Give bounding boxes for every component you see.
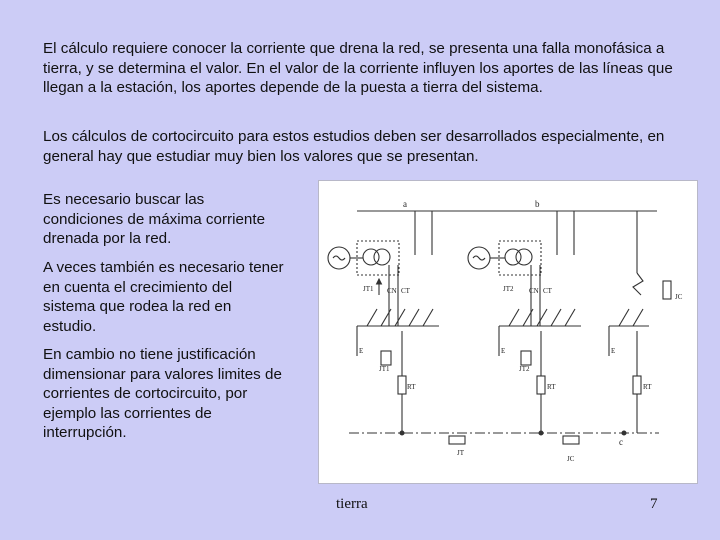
svg-text:JC: JC	[675, 293, 683, 301]
svg-text:CN: CN	[387, 287, 397, 295]
svg-text:RT: RT	[407, 383, 416, 391]
svg-text:RT: RT	[547, 383, 556, 391]
svg-text:E: E	[359, 347, 364, 355]
svg-text:CT: CT	[543, 287, 552, 295]
paragraph-system-growth: A veces también es necesario tener en cuenta el crecimiento del sistema que rodea la red en estudio.	[43, 259, 284, 335]
bus-label-b: b	[535, 199, 540, 209]
fault-current-arrow	[663, 281, 671, 299]
svg-text:JC: JC	[567, 455, 575, 463]
footer-left-text: tierra	[336, 496, 368, 512]
node-c-label: c	[619, 437, 623, 447]
svg-text:JT2: JT2	[503, 285, 514, 293]
svg-text:CN: CN	[529, 287, 539, 295]
page-number: 7	[650, 496, 658, 512]
bus-label-a: a	[403, 199, 407, 209]
svg-text:JT: JT	[457, 449, 464, 457]
svg-text:E: E	[611, 347, 616, 355]
svg-text:JT1: JT1	[379, 365, 390, 373]
svg-text:E: E	[501, 347, 506, 355]
svg-text:CT: CT	[401, 287, 410, 295]
paragraph-interruption: En cambio no tiene justificación dimensionar para valores limites de corrientes de cortocircuito, por ejemplo las corrientes de interrupción.	[43, 346, 282, 441]
transformer-unit-2	[499, 241, 541, 326]
paragraph-calculations: Los cálculos de cortocircuito para estos estudios deben ser desarrollados especialmente, en general hay que estudiar muy bien los valores que se presentan.	[43, 128, 665, 165]
transformer-unit-1	[357, 241, 399, 326]
paragraph-max-current: Es necesario buscar las condiciones de máxima corriente drenada por la red.	[43, 191, 266, 247]
svg-text:JT1: JT1	[363, 285, 374, 293]
svg-text:RT: RT	[643, 383, 652, 391]
paragraph-intro: El cálculo requiere conocer la corriente que drena la red, se presenta una falla monofásica a tierra, y se determina el valor. En el valor de la corriente influyen los aportes de las líneas que llegan a la estación, los aportes depende de la puesta a tierra del sistema.	[43, 40, 673, 96]
grounding-fault-diagram	[318, 180, 698, 484]
svg-text:JT2: JT2	[519, 365, 530, 373]
